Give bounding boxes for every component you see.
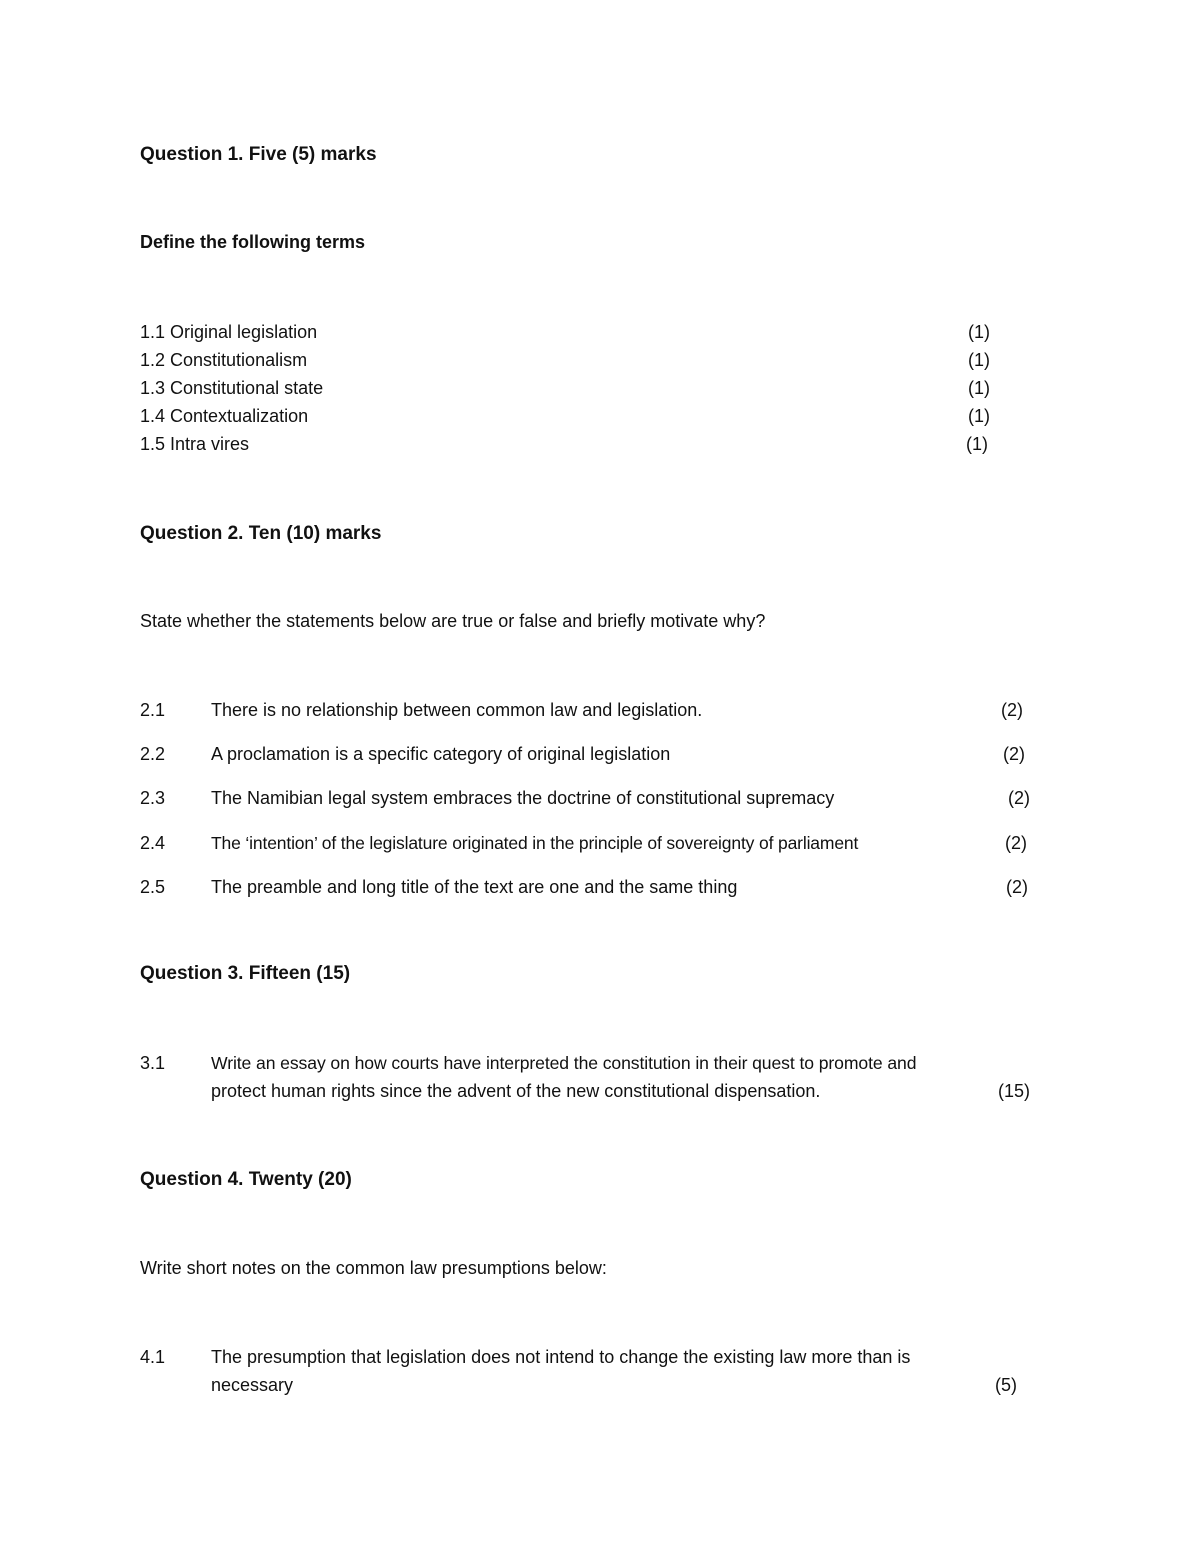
q2-item-2-mark: (2) <box>1003 744 1025 764</box>
q1-item-4-mark: (1) <box>968 406 990 426</box>
q3-item-1-number: 3.1 <box>140 1053 166 1073</box>
q2-item-5-text: The preamble and long title of the text are one and the same thing <box>211 877 738 897</box>
q1-item-5-mark: (1) <box>966 434 988 454</box>
q2-item-2-text: A proclamation is a specific category of original legislation <box>211 744 671 764</box>
q4-item-1-number: 4.1 <box>140 1347 166 1367</box>
q3-item-1-text-line2: protect human rights since the advent of the new constitutional dispensation. <box>211 1081 821 1101</box>
q2-item-5-mark: (2) <box>1006 877 1028 897</box>
q3-item-1-text-line1: Write an essay on how courts have interpreted the constitution in their quest to promote and <box>211 1053 917 1073</box>
q2-item-1-mark: (2) <box>1001 700 1023 720</box>
q2-item-1-number: 2.1 <box>140 700 166 720</box>
q3-item-1-mark: (15) <box>998 1081 1031 1101</box>
question-2-instruction: State whether the statements below are true or false and briefly motivate why? <box>140 611 766 631</box>
q1-item-4-label: 1.4 Contextualization <box>140 406 309 426</box>
q1-item-3-label: 1.3 Constitutional state <box>140 378 324 398</box>
q1-item-1-label: 1.1 Original legislation <box>140 322 318 342</box>
question-4-heading: Question 4. Twenty (20) <box>140 1169 352 1190</box>
q4-item-1-mark: (5) <box>995 1375 1017 1395</box>
q1-item-1-mark: (1) <box>968 322 990 342</box>
q1-item-5-label: 1.5 Intra vires <box>140 434 250 454</box>
q2-item-3-number: 2.3 <box>140 788 166 808</box>
q1-item-2-mark: (1) <box>968 350 990 370</box>
q2-item-5-number: 2.5 <box>140 877 166 897</box>
q2-item-3-mark: (2) <box>1008 788 1030 808</box>
q1-item-3-mark: (1) <box>968 378 990 398</box>
question-4-instruction: Write short notes on the common law presumptions below: <box>140 1258 607 1278</box>
q4-item-1-text-line1: The presumption that legislation does not intend to change the existing law more than is <box>211 1347 911 1367</box>
q2-item-4-text: The ‘intention’ of the legislature originated in the principle of sovereignty of parliament <box>211 833 859 853</box>
question-1-heading: Question 1. Five (5) marks <box>140 144 377 165</box>
question-3-heading: Question 3. Fifteen (15) <box>140 963 351 984</box>
q1-item-2-label: 1.2 Constitutionalism <box>140 350 308 370</box>
q2-item-4-mark: (2) <box>1005 833 1027 853</box>
question-2-heading: Question 2. Ten (10) marks <box>140 523 382 544</box>
q2-item-4-number: 2.4 <box>140 833 166 853</box>
question-1-instruction: Define the following terms <box>140 232 366 252</box>
q2-item-3-text: The Namibian legal system embraces the doctrine of constitutional supremacy <box>211 788 835 808</box>
q2-item-1-text: There is no relationship between common law and legislation. <box>211 700 703 720</box>
q2-item-2-number: 2.2 <box>140 744 166 764</box>
q4-item-1-text-line2: necessary <box>211 1375 294 1395</box>
